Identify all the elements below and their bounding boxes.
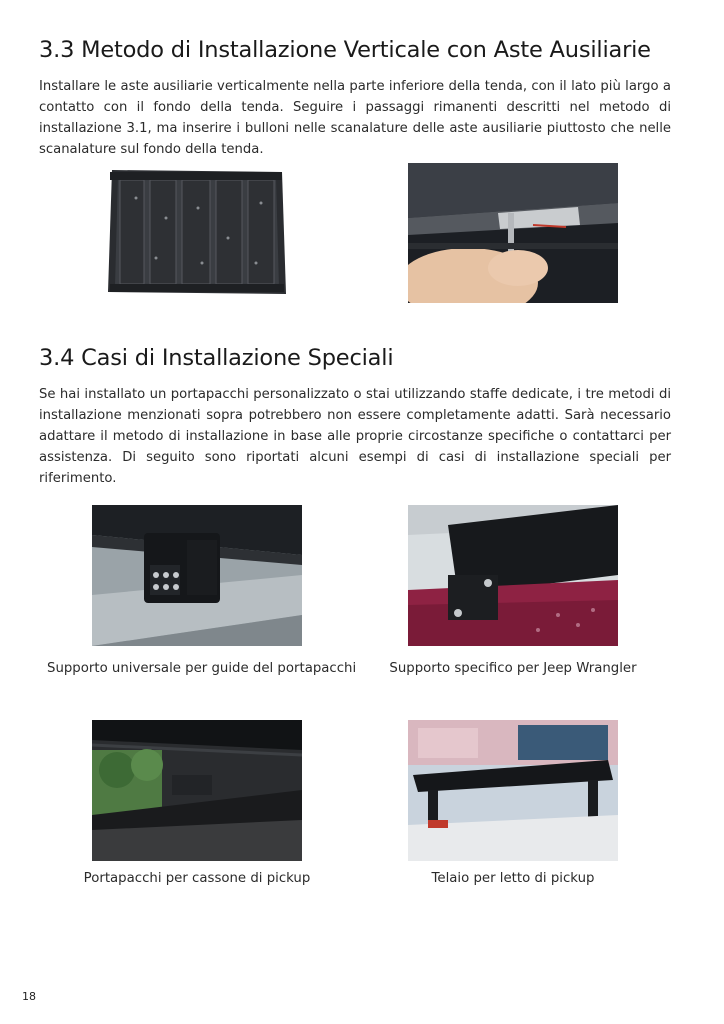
caption-universal-support: Supporto universale per guide del portapacchi (47, 661, 357, 676)
section-3-4-title: 3.4 Casi di Installazione Speciali (39, 345, 394, 371)
caption-pickup-rack: Portapacchi per cassone di pickup (83, 871, 311, 886)
caption-bed-frame: Telaio per letto di pickup (431, 871, 595, 886)
bolt-insertion-photo (408, 163, 618, 303)
jeep-wrangler-bracket-photo (408, 505, 618, 646)
universal-bracket-photo (92, 505, 302, 646)
section-3-4-paragraph: Se hai installato un portapacchi personalizzato o stai utilizzando staffe dedicate, i tre metodi di installazione menzionati sopra potrebbero non essere completamente adatti. Sarà necessario adattare il metodo di installazione in base alle proprie circostanze specifiche o contattarci per assistenza. Di seguito sono riportati alcuni esempi di casi di installazione speciali per riferimento. (39, 387, 671, 486)
page-number: 18 (22, 990, 36, 1003)
section-3-3-paragraph: Installare le aste ausiliarie verticalmente nella parte inferiore della tenda, con il lato più largo a contatto con il fondo della tenda. Seguire i passaggi rimanenti descritti nel metodo di installazione 3.1, ma inserire i bulloni nelle scanalature delle aste ausiliarie piuttosto che nelle scanalature sul fondo della tenda. (39, 79, 671, 157)
pickup-bed-frame-photo (408, 720, 618, 861)
pickup-rack-photo (92, 720, 302, 861)
section-3-3-title: 3.3 Metodo di Installazione Verticale con Aste Ausiliarie (39, 37, 651, 63)
caption-jeep-support: Supporto specifico per Jeep Wrangler (389, 661, 637, 676)
tent-bottom-photo (106, 168, 288, 298)
